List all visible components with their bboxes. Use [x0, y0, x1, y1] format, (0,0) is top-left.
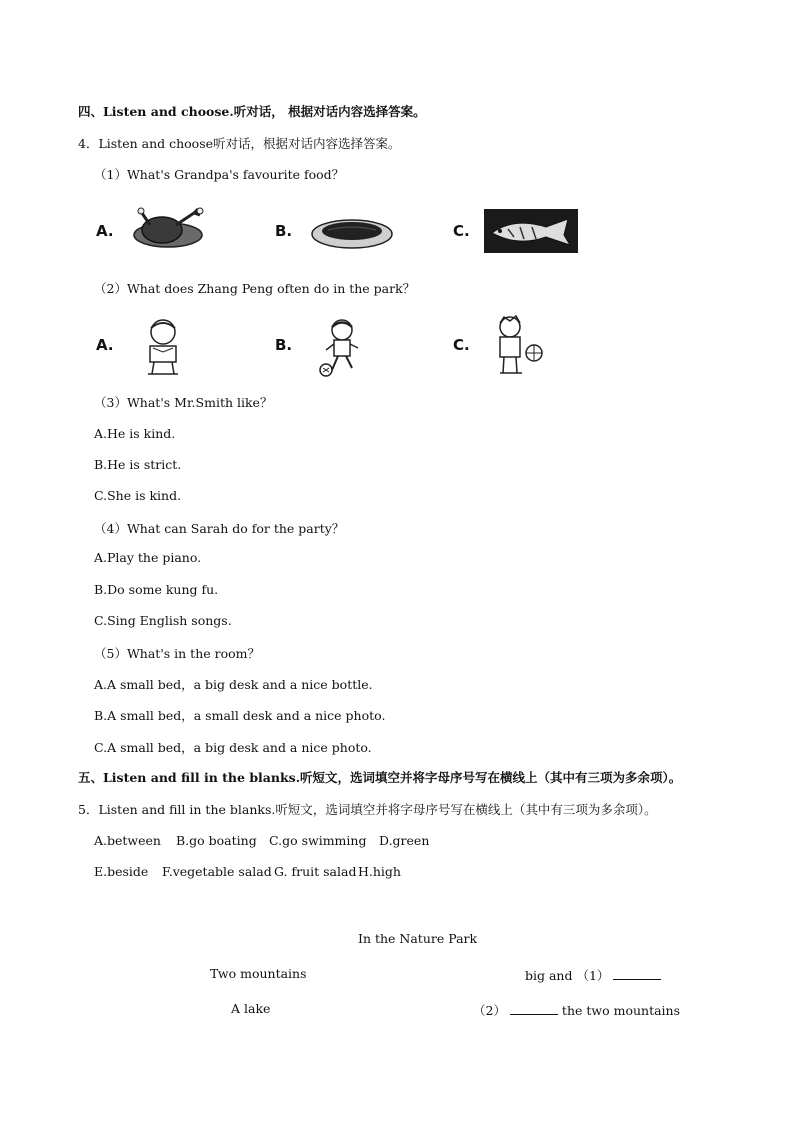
q5-option-c[interactable]: C.A small bed，a big desk and a nice photo.	[94, 740, 372, 755]
question-3-text: （3）What's Mr.Smith like？	[94, 395, 273, 410]
boy-playing-football-icon	[316, 318, 362, 378]
word-bank-c: C.go swimming	[269, 833, 367, 848]
q5-option-a[interactable]: A.A small bed，a big desk and a nice bottle.	[94, 677, 373, 692]
blank-2-input[interactable]	[510, 1002, 558, 1015]
word-bank-f: F.vegetable salad	[162, 864, 272, 879]
q2-option-b-label[interactable]: B.	[275, 336, 293, 354]
roast-chicken-icon	[128, 205, 212, 251]
q1-option-a-label[interactable]: A.	[96, 222, 114, 240]
fish-icon	[484, 209, 578, 253]
boy-reading-icon	[138, 318, 188, 376]
row-2-left: A lake	[231, 1001, 271, 1016]
row-1-right	[525, 966, 661, 984]
word-bank-e: E.beside	[94, 864, 149, 879]
word-bank-h: H.high	[358, 864, 401, 879]
word-bank-a: A.between	[94, 833, 161, 848]
row-1-right-text: big and （1）	[525, 968, 610, 983]
q1-option-c-label[interactable]: C.	[453, 222, 470, 240]
q2-option-a-label[interactable]: A.	[96, 336, 114, 354]
q3-option-b[interactable]: B.He is strict.	[94, 457, 182, 472]
q4-option-c[interactable]: C.Sing English songs.	[94, 613, 232, 628]
question-4-text: （4）What can Sarah do for the party？	[94, 521, 345, 536]
q2-option-c-label[interactable]: C.	[453, 336, 470, 354]
question-5-instruction: 5．Listen and fill in the blanks.听短文，选词填空并将字母序号写在横线上（其中有三项为多余项）。	[78, 802, 657, 817]
row-2-right	[473, 1001, 680, 1019]
word-bank-d: D.green	[379, 833, 430, 848]
word-bank-g: G. fruit salad	[274, 864, 357, 879]
word-bank-b: B.go boating	[176, 833, 257, 848]
row-2-right-suffix: the two mountains	[561, 1003, 681, 1018]
q3-option-c[interactable]: C.She is kind.	[94, 488, 182, 503]
section-4-heading: 四、Listen and choose.听对话， 根据对话内容选择答案。	[78, 104, 426, 119]
plate-of-food-icon	[310, 214, 394, 250]
q5-option-b[interactable]: B.A small bed，a small desk and a nice photo.	[94, 708, 386, 723]
question-1-text: （1）What's Grandpa's favourite food？	[94, 167, 345, 182]
boy-with-basketball-icon	[490, 315, 546, 377]
table-title: In the Nature Park	[358, 931, 478, 946]
q1-option-b-label[interactable]: B.	[275, 222, 293, 240]
row-2-right-prefix: （2）	[473, 1003, 506, 1018]
section-5-heading: 五、Listen and fill in the blanks.听短文，选词填空并将字母序号写在横线上（其中有三项为多余项）。	[78, 770, 682, 785]
row-1-left: Two mountains	[210, 966, 307, 981]
question-4-instruction: 4．Listen and choose听对话，根据对话内容选择答案。	[78, 136, 401, 151]
q4-option-a[interactable]: A.Play the piano.	[94, 550, 202, 565]
question-5-text: （5）What's in the room？	[94, 646, 260, 661]
q4-option-b[interactable]: B.Do some kung fu.	[94, 582, 219, 597]
question-2-text: （2）What does Zhang Peng often do in the park？	[94, 281, 416, 296]
blank-1-input[interactable]	[613, 967, 661, 980]
q3-option-a[interactable]: A.He is kind.	[94, 426, 176, 441]
